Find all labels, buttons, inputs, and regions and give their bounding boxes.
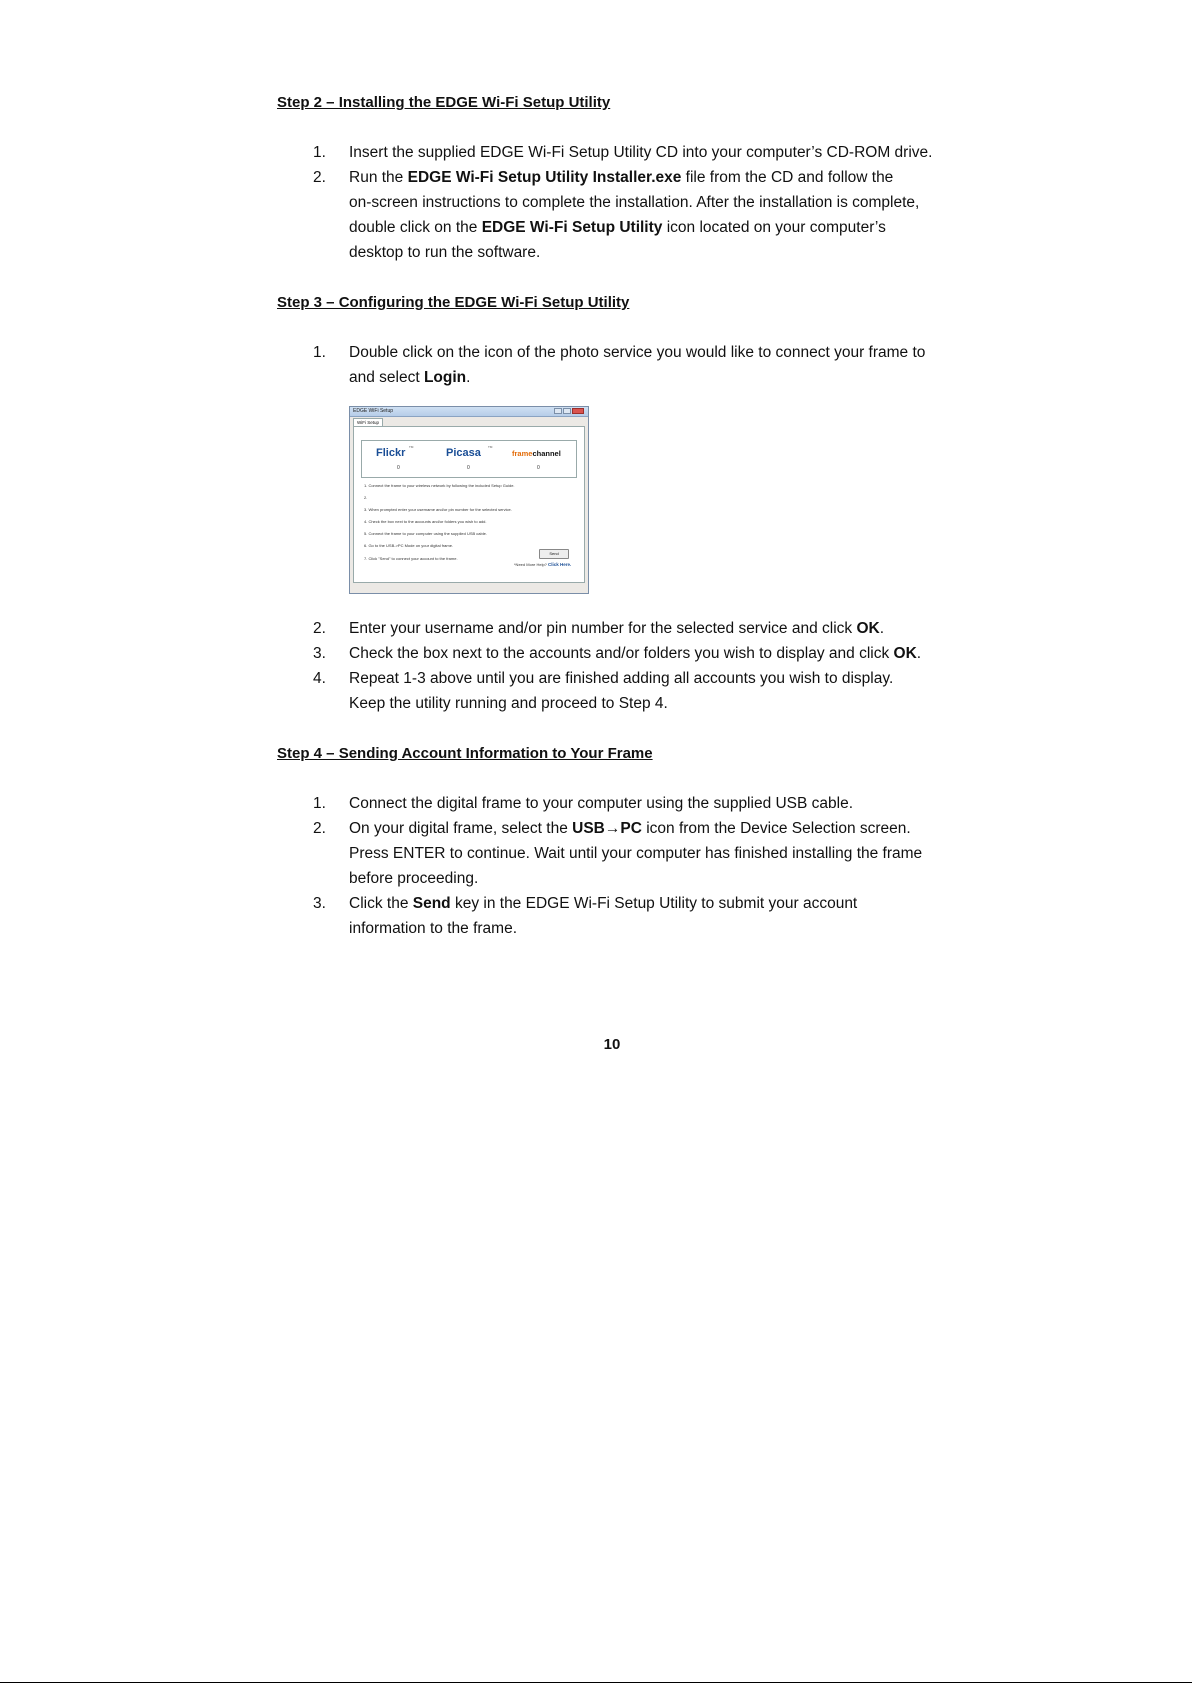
page-bottom-rule [0,1682,1192,1683]
send-button: Send [539,549,569,559]
picasa-tm: TM [488,445,493,449]
step2-item2-line1: Run the EDGE Wi-Fi Setup Utility Installer.exe file from the CD and follow the [349,169,894,186]
screenshot-step: 3. When prompted enter your username and/or pin number for the selected service. [364,507,512,512]
step3-item4-line1: Repeat 1-3 above until you are finished adding all accounts you wish to display. [349,670,894,687]
step2-item2-line2: on-screen instructions to complete the installation. After the installation is complete, [349,194,920,211]
step4-item1-number: 1. [313,795,326,812]
step3-item2-number: 2. [313,620,326,637]
screenshot-panel [353,426,585,583]
step4-item3-number: 3. [313,895,326,912]
page-number: 10 [603,1036,621,1053]
setup-utility-screenshot [349,406,589,594]
flickr-logo: Flickr [376,447,406,459]
flickr-tm: TM [409,445,414,449]
screenshot-titlebar [350,407,588,417]
help-text: *Need More Help? Click Here. [514,562,572,567]
maximize-icon [563,408,571,414]
screenshot-tab: WiFi Setup [353,418,383,427]
step3-heading: Step 3 – Configuring the EDGE Wi-Fi Setup Utility [277,294,630,311]
step2-item2-line4: desktop to run the software. [349,244,541,261]
screenshot-step: 2. [364,495,368,500]
framechannel-logo: framechannel [512,449,561,458]
step3-item3-text: Check the box next to the accounts and/or folders you wish to display and click OK. [349,645,922,662]
screenshot-step: 7. Click "Send" to connect your account to the frame. [364,556,458,561]
screenshot-step: 4. Check the box next to the accounts and/or folders you wish to add. [364,519,487,524]
picasa-logo: Picasa [446,447,481,459]
step4-item2-number: 2. [313,820,326,837]
service-icons-box [361,440,577,478]
screenshot-window-title: EDGE WiFi Setup [353,408,394,414]
step2-item1-text: Insert the supplied EDGE Wi-Fi Setup Utility CD into your computer’s CD-ROM drive. [349,144,933,161]
step4-item2-line1: On your digital frame, select the USB→PC icon from the Device Selection screen. [349,820,911,837]
step3-item2-text: Enter your username and/or pin number for the selected service and click OK. [349,620,885,637]
close-icon [572,408,584,414]
flickr-checkbox: 0 [397,465,400,471]
step3-item3-number: 3. [313,645,326,662]
step4-heading: Step 4 – Sending Account Information to Your Frame [277,745,653,762]
step4-item2-line3: before proceeding. [349,870,479,887]
step3-item4-number: 4. [313,670,326,687]
step3-item1-line2: and select Login. [349,369,471,386]
step2-item1-number: 1. [313,144,326,161]
step2-heading: Step 2 – Installing the EDGE Wi-Fi Setup Utility [277,94,611,111]
minimize-icon [554,408,562,414]
step4-item1-text: Connect the digital frame to your computer using the supplied USB cable. [349,795,854,812]
step4-item2-line2: Press ENTER to continue. Wait until your computer has finished installing the frame [349,845,923,862]
screenshot-step: 5. Connect the frame to your computer using the supplied USB cable. [364,531,487,536]
framechannel-checkbox: 0 [537,465,540,471]
screenshot-step: 1. Connect the frame to your wireless network by following the included Setup Guide. [364,483,515,488]
step3-item1-line1: Double click on the icon of the photo service you would like to connect your frame to [349,344,926,361]
step2-item2-number: 2. [313,169,326,186]
step2-item2-line3: double click on the EDGE Wi-Fi Setup Utility icon located on your computer’s [349,219,886,236]
picasa-checkbox: 0 [467,465,470,471]
screenshot-step: 6. Go to the USB->PC Mode on your digital frame. [364,543,454,548]
step3-item4-line2: Keep the utility running and proceed to Step 4. [349,695,668,712]
step3-item1-number: 1. [313,344,326,361]
step4-item3-line1: Click the Send key in the EDGE Wi-Fi Setup Utility to submit your account [349,895,858,912]
step4-item3-line2: information to the frame. [349,920,517,937]
